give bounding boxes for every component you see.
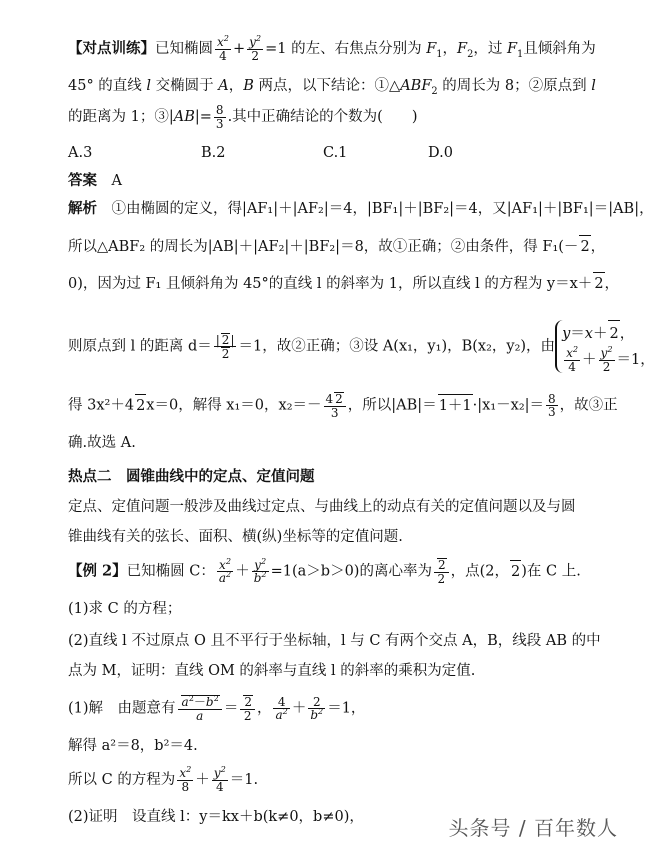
practice-tag: 【对点训练】	[68, 40, 155, 58]
fraction-2-b2: $\frac{2}{b^2}$	[310, 694, 324, 723]
option-b: B.2	[201, 145, 226, 161]
answer-line	[68, 170, 122, 192]
answer-value: A	[111, 173, 122, 189]
answer-1-line-3: 所以 C 的方程为 $\frac{x^2}{8}$ ＋ $\frac{y^2}{4}$ ＝1.	[68, 764, 259, 794]
fraction-8-3: $\frac{8}{3}$	[215, 103, 224, 131]
solution-label: 解析	[68, 200, 97, 217]
option-c: C.1	[323, 145, 348, 161]
fraction-distance: $\frac{| 2|}{2}$	[215, 332, 235, 362]
section-paragraph-1: 定点、定值问题一般涉及曲线过定点、与曲线上的动点有关的定值问题以及与圆	[68, 499, 576, 515]
fraction-ab: $\frac{8}{3}$	[548, 391, 556, 420]
solution-line-6: 确.故选 A.	[68, 435, 136, 451]
question-1: (1)求 C 的方程；	[68, 601, 182, 617]
fraction-eccentricity: $\frac{2}{2}$	[434, 558, 449, 585]
fraction-y2-4: $\frac{y^2}{4}$	[213, 764, 226, 794]
practice-line-2: 45° 的直线 l 交椭圆于 A，B 两点，以下结论：$①\triangle ABF_2$ 的周长为 8；②原点到 l	[68, 78, 596, 97]
fraction-root: $\frac{a^2-b^2}{a}$	[178, 695, 222, 722]
equation-system: y＝x＋ 2， $\frac{x^2}{4}$ ＋ $\frac{y^2}{2}$ ＝1，	[555, 320, 655, 373]
question-2-line-2: 点为 M，证明：直线 OM 的斜率与直线 l 的斜率的乘积为定值.	[68, 663, 476, 679]
question-2-line-1: (2)直线 l 不过原点 O 且不平行于坐标轴，l 与 C 有两个交点 A，B，线段 AB 的中	[68, 633, 601, 649]
fraction-4-a2: $\frac{4}{a^2}$	[275, 694, 288, 723]
fraction-sqrt2-2: $\frac{2}{2}$	[240, 695, 255, 722]
answer-1-line-1: (1)解 由题意有 $\frac{a^2-b^2}{a}$ ＝ $\frac{2}{2}$ ， $\frac{4}{a^2}$ ＋ $\frac{2}{b^2}$ ＝1，	[68, 693, 366, 723]
example-tag: 【例 2】	[68, 562, 127, 580]
answer-label: 答案	[68, 172, 97, 189]
example-line-1: 【例 2】已知椭圆 C： $\frac{x^2}{a^2}$ ＋ $\frac{y^2}{b^2}$ =1(a＞b＞0)的离心率为 $\frac{2}{2}$ ，点(2， 2)在 C 上.	[68, 555, 581, 586]
fraction-x2: $\frac{4 2}{3}$	[324, 392, 346, 419]
solution-line-5: 得 3x²＋4 2x＝0，解得 x₁＝0，x₂＝－ $\frac{4 2}{3}$ ，所以|AB|＝ 1＋1·|x₁－x₂|＝ $\frac{8}{3}$ ，故③正	[68, 391, 618, 420]
fraction-x2-4: $\frac{x^2}{4}$	[217, 33, 229, 63]
fraction-x2-a2: $\frac{x^2}{a^2}$	[218, 555, 232, 586]
option-a: A.3	[68, 145, 93, 161]
watermark: 头条号 / 百年数人	[448, 816, 618, 840]
solution-line-1: 解析 ①由椭圆的定义，得|AF₁|＋|AF₂|＝4，|BF₁|＋|BF₂|＝4，又|AF₁|＋|BF₁|＝|AB|，	[68, 200, 654, 217]
fraction-y2-2: $\frac{y^2}{2}$	[249, 33, 262, 63]
solution-line-3: 0)，因为过 F₁ 且倾斜角为 45°的直线 l 的斜率为 1，所以直线 l 的方程为 y＝x＋ 2，	[68, 272, 619, 295]
solution-line-2: 所以△ABF₂ 的周长为|AB|＋|AF₂|＋|BF₂|＝8，故①正确；②由条件，得 F₁(－ 2，	[68, 235, 605, 258]
fraction-x2-8: $\frac{x^2}{8}$	[179, 764, 192, 794]
practice-line-3: 的距离为 1；③|AB|= $\frac{8}{3}$ .其中正确结论的个数为( )	[68, 103, 418, 131]
practice-line-1: 【对点训练】已知椭圆 $\frac{x^2}{4}$ + $\frac{y^2}{2}$ =1 的左、右焦点分别为 $F_1$，$F_2$，过 $F_1$且倾斜角为	[68, 33, 596, 63]
solution-line-4: 则原点到 l 的距离 d＝ $\frac{| 2|}{2}$ ＝1，故②正确；③设 A(x₁，y₁)，B(x₂，y₂)，由 y＝x＋ 2， $\frac{x^2}{4}$ ＋ $\frac{y^2}{2}$ ＝1，	[68, 320, 655, 373]
option-d: D.0	[428, 145, 453, 161]
fraction-y2-b2: $\frac{y^2}{b^2}$	[253, 555, 267, 586]
answer-1-line-2: 解得 a²＝8，b²＝4.	[68, 738, 198, 754]
answer-2-line-1: (2)证明 设直线 l：y＝kx＋b(k≠0，b≠0)，	[68, 809, 364, 825]
section-title: 热点二 圆锥曲线中的定点、定值问题	[68, 468, 315, 485]
section-paragraph-2: 锥曲线有关的弦长、面积、横(纵)坐标等的定值问题.	[68, 529, 403, 545]
